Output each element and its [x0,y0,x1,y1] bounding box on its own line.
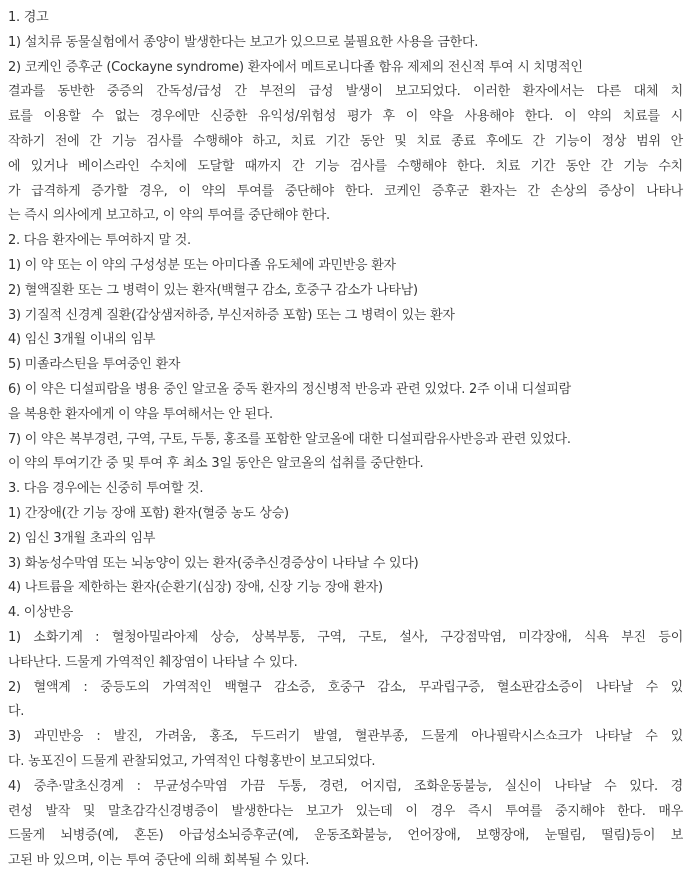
text-line: 련성 발작 및 말초감각신경병증이 발생한다는 보고가 있는데 이 경우 즉시 투여를 중지해야 한다. 매우 [8,803,683,819]
text-line: 1. 경고 [8,10,49,25]
text-line: 다. 농포진이 드물게 관찰되었고, 가역적인 다형홍반이 보고되었다. [8,753,376,769]
text-line: 을 복용한 환자에게 이 약을 투여해서는 안 된다. [8,406,273,422]
text-line: 6) 이 약은 디설피람을 병용 중인 알코올 중독 환자의 정신병적 반응과 관련 있었다. 2주 이내 디설피람 [8,381,571,397]
text-line: 에 있거나 베이스라인 수치에 도달할 때까지 간 기능 검사를 수행해야 한다. 치료 기간 동안 간 기능 수치 [8,158,683,174]
text-line: 1) 소화기계 : 혈청아밀라아제 상승, 상복부통, 구역, 구토, 설사, 구강점막염, 미각장애, 식욕 부진 등이 [8,629,683,645]
text-line: 1) 이 약 또는 이 약의 구성성분 또는 아미다졸 유도체에 과민반응 환자 [8,257,396,273]
text-line: 2) 혈액계 : 중등도의 가역적인 백혈구 감소증, 호중구 감소, 무과립구증, 혈소판감소증이 나타날 수 있 [8,679,683,695]
text-line: 1) 간장애(간 기능 장애 포함) 환자(혈중 농도 상승) [8,505,289,521]
text-line: 4) 나트륨을 제한하는 환자(순환기(심장) 장애, 신장 기능 장애 환자) [8,580,383,596]
text-line: 다. [8,704,25,720]
text-line: 2. 다음 환자에는 투여하지 말 것. [8,233,191,249]
text-line: 이 약의 투여기간 중 및 투여 후 최소 3일 동안은 알코올의 섭취를 중단한다. [8,456,424,472]
text-line: 1) 설치류 동물실험에서 종양이 발생한다는 보고가 있으므로 불필요한 사용을 금한다. [8,34,479,50]
text-line: 가 급격하게 증가할 경우, 이 약의 투여를 중단해야 한다. 코케인 증후군 환자는 간 손상의 증상이 나타나 [8,183,683,199]
text-line: 는 즉시 의사에게 보고하고, 이 약의 투여를 중단해야 한다. [8,208,330,224]
text-line: 료를 이용할 수 없는 경우에만 신중한 유익성/위험성 평가 후 이 약을 사용해야 한다. 이 약의 치료를 시 [8,109,683,125]
text-line: 고된 바 있으며, 이는 투여 중단에 의해 회복될 수 있다. [8,853,310,869]
text-line: 작하기 전에 간 기능 검사를 수행해야 하고, 치료 기간 동안 및 치료 종료 후에도 간 기능이 정상 범위 안 [8,133,683,149]
text-line: 7) 이 약은 복부경련, 구역, 구토, 두통, 홍조를 포함한 알코올에 대한 디설피람유사반응과 관련 있었다. [8,431,571,447]
text-line: 2) 코케인 증후군 (Cockayne syndrome) 환자에서 메트로니다졸 함유 제제의 전신적 투여 시 치명적인 [8,59,583,75]
text-line: 2) 임신 3개월 초과의 임부 [8,530,156,546]
text-line: 5) 미졸라스틴을 투여중인 환자 [8,357,181,373]
text-line: 2) 혈액질환 또는 그 병력이 있는 환자(백혈구 감소, 호중구 감소가 나타남) [8,282,418,298]
text-line: 3) 기질적 신경계 질환(갑상샘저하증, 부신저하증 포함) 또는 그 병력이 있는 환자 [8,307,455,323]
text-line: 3. 다음 경우에는 신중히 투여할 것. [8,481,204,497]
text-line: 4) 임신 3개월 이내의 임부 [8,332,156,348]
text-line: 나타난다. 드물게 가역적인 췌장염이 나타날 수 있다. [8,654,298,670]
text-line: 드물게 뇌병증(예, 혼돈) 아급성소뇌증후군(예, 운동조화불능, 언어장애, 보행장애, 눈떨림, 떨림)등이 보 [8,828,683,844]
text-line: 4. 이상반응 [8,605,74,621]
text-line: 4) 중추·말초신경계 : 무균성수막염 가끔 두통, 경련, 어지럼, 조화운동불능, 실신이 나타날 수 있다. 경 [8,778,683,794]
text-line: 결과를 동반한 중증의 간독성/급성 간 부전의 급성 발생이 보고되었다. 이러한 환자에서는 다른 대체 치 [8,84,683,100]
text-line: 3) 과민반응 : 발진, 가려움, 홍조, 두드러기 발열, 혈관부종, 드물게 아나필락시스쇼크가 나타날 수 있 [8,729,683,745]
text-line: 3) 화농성수막염 또는 뇌농양이 있는 환자(중추신경증상이 나타날 수 있다) [8,555,419,571]
